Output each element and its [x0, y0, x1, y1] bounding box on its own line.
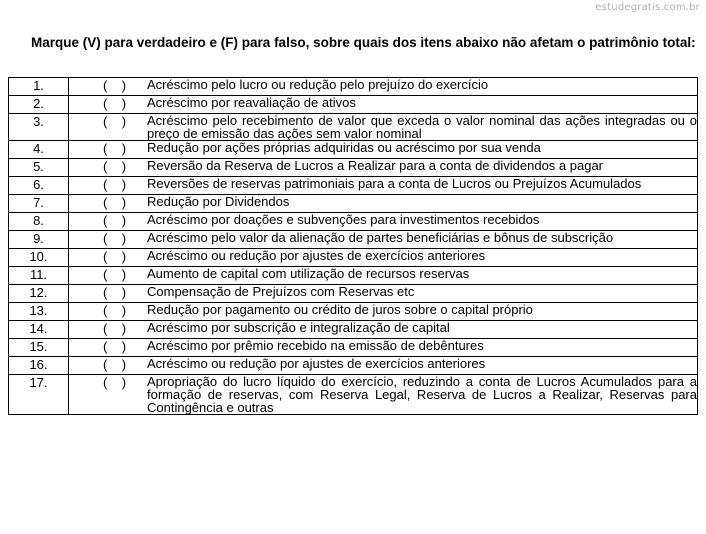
- item-cell: [69, 357, 698, 375]
- table-row: [9, 357, 698, 375]
- item-content: [69, 177, 697, 192]
- item-number: 14.: [9, 321, 69, 339]
- answer-blank[interactable]: ( ): [103, 96, 127, 111]
- item-text: Reversões de reservas patrimoniais para a conta de Lucros ou Prejuízos Acumulados: [147, 176, 642, 191]
- item-cell: [69, 177, 698, 195]
- item-cell: [69, 375, 698, 415]
- table-row: [9, 267, 698, 285]
- item-content: [69, 357, 697, 372]
- item-text: Redução por pagamento ou crédito de juros sobre o capital próprio: [147, 302, 533, 317]
- table-row: [9, 78, 698, 96]
- item-text: Compensação de Prejuízos com Reservas etc: [147, 284, 415, 299]
- item-cell: [69, 141, 698, 159]
- item-content: [69, 249, 697, 264]
- item-cell: [69, 339, 698, 357]
- table-row: [9, 375, 698, 415]
- item-cell: [69, 321, 698, 339]
- answer-blank[interactable]: ( ): [103, 321, 127, 336]
- table-row: [9, 114, 698, 141]
- table-row: [9, 141, 698, 159]
- item-number: 12.: [9, 285, 69, 303]
- answer-blank[interactable]: ( ): [103, 159, 127, 174]
- item-number: 5.: [9, 159, 69, 177]
- table-row: [9, 177, 698, 195]
- item-text: Aumento de capital com utilização de recursos reservas: [147, 266, 470, 281]
- item-content: [69, 231, 697, 246]
- item-content: [69, 285, 697, 300]
- table-row: [9, 303, 698, 321]
- item-content: [69, 321, 697, 336]
- item-number: 15.: [9, 339, 69, 357]
- table-row: [9, 321, 698, 339]
- item-content: [69, 78, 697, 93]
- instruction-text: Marque (V) para verdadeiro e (F) para falso, sobre quais dos itens abaixo não afetam o patrimônio total:: [31, 35, 696, 50]
- item-cell: [69, 303, 698, 321]
- answer-blank[interactable]: ( ): [103, 285, 127, 300]
- item-text: Redução por ações próprias adquiridas ou acréscimo por sua venda: [147, 140, 541, 155]
- item-cell: [69, 267, 698, 285]
- item-content: [69, 195, 697, 210]
- item-number: 6.: [9, 177, 69, 195]
- item-number: 17.: [9, 375, 69, 415]
- item-cell: [69, 213, 698, 231]
- item-number: 8.: [9, 213, 69, 231]
- item-text: Acréscimo pelo valor da alienação de partes beneficiárias e bônus de subscrição: [147, 230, 614, 245]
- item-content: [69, 114, 697, 140]
- item-text: Apropriação do lucro líquido do exercício, reduzindo a conta de Lucros Acumulados para a formação de reservas, com Reserva Legal, Reserva de Lucros a Realizar, Reservas para Contingência e outras: [147, 374, 697, 415]
- item-content: [69, 96, 697, 111]
- table-row: [9, 249, 698, 267]
- item-number: 1.: [9, 78, 69, 96]
- answer-blank[interactable]: ( ): [103, 339, 127, 354]
- table-row: [9, 285, 698, 303]
- item-number: 4.: [9, 141, 69, 159]
- item-cell: [69, 114, 698, 141]
- item-text: Acréscimo por subscrição e integralização de capital: [147, 320, 450, 335]
- item-cell: [69, 249, 698, 267]
- answer-blank[interactable]: ( ): [103, 195, 127, 210]
- answer-blank[interactable]: ( ): [103, 78, 127, 93]
- item-text: Acréscimo pelo lucro ou redução pelo prejuízo do exercício: [147, 77, 489, 92]
- answer-blank[interactable]: ( ): [103, 141, 127, 156]
- answer-blank[interactable]: ( ): [103, 375, 127, 390]
- item-number: 16.: [9, 357, 69, 375]
- item-number: 9.: [9, 231, 69, 249]
- answer-blank[interactable]: ( ): [103, 114, 127, 129]
- table-row: [9, 159, 698, 177]
- answer-blank[interactable]: ( ): [103, 303, 127, 318]
- answer-blank[interactable]: ( ): [103, 357, 127, 372]
- item-number: 13.: [9, 303, 69, 321]
- item-number: 3.: [9, 114, 69, 141]
- answer-blank[interactable]: ( ): [103, 213, 127, 228]
- item-content: [69, 339, 697, 354]
- item-text: Acréscimo por reavaliação de ativos: [147, 95, 356, 110]
- item-cell: [69, 96, 698, 114]
- item-content: [69, 303, 697, 318]
- item-content: [69, 159, 697, 174]
- item-cell: [69, 159, 698, 177]
- table-row: [9, 195, 698, 213]
- item-text: Redução por Dividendos: [147, 194, 290, 209]
- answer-blank[interactable]: ( ): [103, 249, 127, 264]
- item-number: 7.: [9, 195, 69, 213]
- item-cell: [69, 78, 698, 96]
- item-cell: [69, 285, 698, 303]
- item-text: Reversão da Reserva de Lucros a Realizar para a conta de dividendos a pagar: [147, 158, 603, 173]
- item-cell: [69, 195, 698, 213]
- answer-blank[interactable]: ( ): [103, 267, 127, 282]
- item-number: 10.: [9, 249, 69, 267]
- item-text: Acréscimo ou redução por ajustes de exercícios anteriores: [147, 356, 486, 371]
- items-table: [8, 77, 698, 415]
- table-row: [9, 96, 698, 114]
- watermark: estudegratis.com.br: [595, 2, 700, 13]
- item-number: 11.: [9, 267, 69, 285]
- item-content: [69, 141, 697, 156]
- answer-blank[interactable]: ( ): [103, 177, 127, 192]
- item-cell: [69, 231, 698, 249]
- table-row: [9, 339, 698, 357]
- item-number: 2.: [9, 96, 69, 114]
- item-text: Acréscimo por prêmio recebido na emissão de debêntures: [147, 338, 484, 353]
- items-table-body: [9, 78, 698, 415]
- table-row: [9, 213, 698, 231]
- table-row: [9, 231, 698, 249]
- item-text: Acréscimo por doações e subvenções para investimentos recebidos: [147, 212, 540, 227]
- item-content: [69, 213, 697, 228]
- item-text: Acréscimo ou redução por ajustes de exercícios anteriores: [147, 248, 486, 263]
- answer-blank[interactable]: ( ): [103, 231, 127, 246]
- item-text: Acréscimo pelo recebimento de valor que exceda o valor nominal das ações integradas ou o preço de emissão das ações sem valor nominal: [147, 113, 697, 141]
- item-content: [69, 375, 697, 414]
- item-content: [69, 267, 697, 282]
